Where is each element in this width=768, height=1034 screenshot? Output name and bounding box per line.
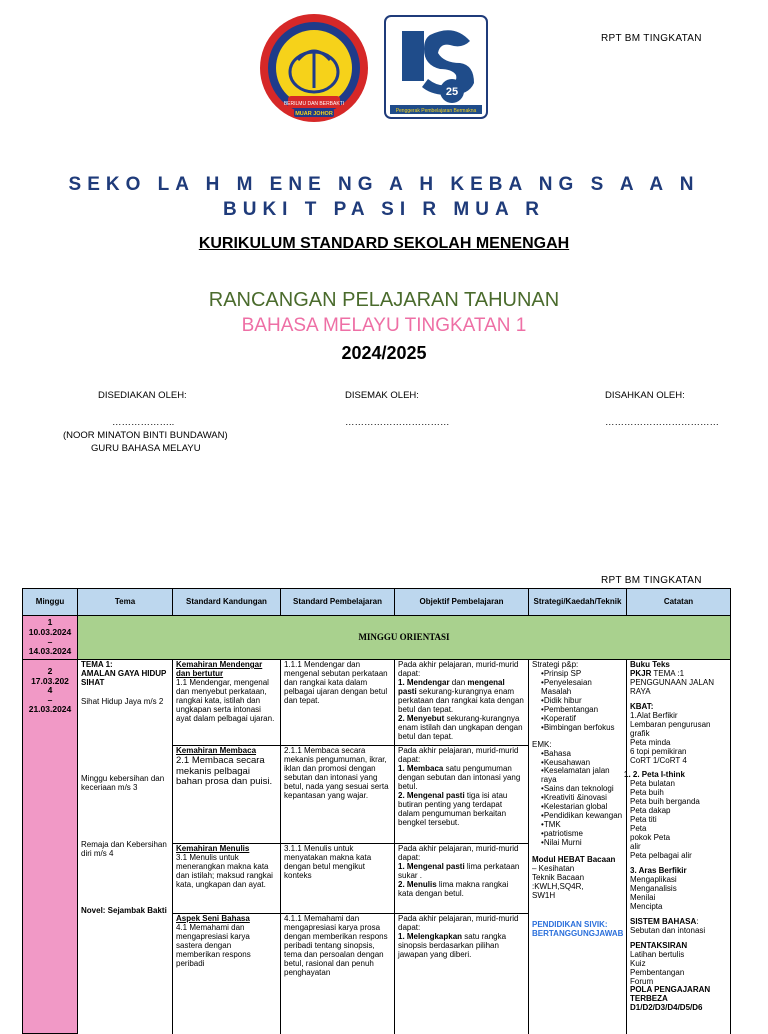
school-logo [258,12,370,124]
table-row [23,660,731,746]
approved-by-dots: ……………………………… [605,417,719,428]
approved-by-label: DISAHKAN OLEH: [605,390,685,401]
sk-cell: Kemahiran Mendengar dan bertutur 1.1 Mendengar, mengenal dan menyebut perkataan, rangkai kata, istilah dan ungkapan serta intonasi ayat dalam pelbagai ujaran. [173,660,281,746]
kssm-title: KURIKULUM STANDARD SEKOLAH MENENGAH [198,235,570,252]
objective-cell: Pada akhir pelajaran, murid-murid dapat: 1. Mendengar dan mengenal pasti sekurang-kurangnya enam perkataan dan rangkai kata dengan betul dan tepat. 2. Menyebut sekurang-kurangnya enam istilah dan ungkapan dengan betul dan tepat. [395,660,529,746]
rpt-title: RANCANGAN PELAJARAN TAHUNAN [208,289,560,311]
academic-year: 2024/2025 [341,343,427,363]
rpt-table [22,588,731,1034]
checked-by-label: DISEMAK OLEH: [345,390,419,401]
tema-cell: TEMA 1: AMALAN GAYA HIDUP SIHAT Sihat Hidup Jaya m/s 2 Minggu kebersihan dan keceriaan m/s 3 Remaja dan Kebersihan diri m/s 4 Novel: Sejambak Bakti [78,660,173,1034]
sk-cell: Aspek Seni Bahasa 4.1 Memahami dan mengapresiasi karya sastera dengan memberikan respons peribadi [173,914,281,1034]
col-header-catatan: Catatan [627,589,731,616]
subject-title: BAHASA MELAYU TINGKATAN 1 [241,315,527,336]
table-row-orientation [23,616,731,660]
table-header-row [23,589,731,616]
orientation-banner: MINGGU ORIENTASI [78,616,731,660]
svg-text:MUAR JOHOR: MUAR JOHOR [295,111,333,117]
prepared-by-label: DISEDIAKAN OLEH: [98,390,187,401]
table-rpt-label: RPT BM TINGKATAN [601,575,702,586]
prepared-by-dots: ……………….. [112,417,175,428]
col-header-strategi: Strategi/Kaedah/Teknik [529,589,627,616]
objective-cell: Pada akhir pelajaran, murid-murid dapat: 1. Melengkapkan satu rangka sinopsis berdasarkan pilihan jawapan yang diberi. [395,914,529,1034]
emk-list: • Bahasa • Keusahawan • Keselamatan jalan raya • Sains dan teknologi • Kreativiti &inovasi • Kelestarian global • Pendidikan kewangan • TMK • patriotisme • Nilai Murni [532,750,623,848]
strategy-cell: Strategi p&p: • Prinsip SP • Penyelesaian Masalah • Didik hibur • Pembentangan • Koperatif • Bimbingan berfokus EMK: • Bahasa • Keusahawan • Keselamatan jalan raya • Sains dan teknologi • Kreativiti &inovasi • Kelestarian global • Pendidikan kewangan • TMK • patriotisme • Nilai Murni Modul HEBAT Bacaan – Kesihatan Teknik Bacaan :KWLH,SQ4R, SW1H PENDIDIKAN SIVIK: BERTANGGUNGJAWAB [529,660,627,1034]
col-header-minggu: Minggu [23,589,78,616]
strategy-list: • Prinsip SP • Penyelesaian Masalah • Didik hibur • Pembentangan • Koperatif • Bimbingan berfokus [532,670,623,733]
catatan-cell: Buku Teks PKJR TEMA :1 PENGGUNAAN JALAN RAYA KBAT: 1.Alat Berfikir Lembaran pengurusan grafik Peta minda 6 topi pemikiran CoRT 1/CoRT 4 1. 2. Peta I-think Peta bulatan Peta buih Peta buih berganda Peta dakap Peta titi Peta pokok Peta alir Peta pelbagai alir 3. Aras Berfikir Mengaplikasi Menganalisis Menilai Mencipta SISTEM BAHASA: Sebutan dan intonasi PENTAKSIRAN Latihan bertulis Kuiz Pembentangan Forum POLA PENGAJARAN TERBEZA D1/D2/D3/D4/D5/D6 [627,660,731,1034]
objective-cell: Pada akhir pelajaran, murid-murid dapat: 1. Mengenal pasti lima perkataan sukar . 2. Menulis lima makna rangkai kata dengan betul. [395,844,529,914]
col-header-tema: Tema [78,589,173,616]
week-cell-1: 1 10.03.2024 – 14.03.2024 [23,616,78,660]
svg-text:BERILMU DAN BERBAKTI: BERILMU DAN BERBAKTI [283,101,345,107]
checked-by-dots: …………………………… [345,417,450,428]
school-name-line-1: SEKO LA H M ENE NG A H KEBA NG S A A N [68,174,700,195]
col-header-objektif: Objektif Pembelajaran [395,589,529,616]
col-header-standard-pembelajaran: Standard Pembelajaran [281,589,395,616]
prepared-by-name: (NOOR MINATON BINTI BUNDAWAN) [63,430,228,441]
rpt-label: RPT BM TINGKATAN [601,33,702,44]
svg-text:25: 25 [445,86,459,98]
sp-cell: 2.1.1 Membaca secara mekanis pengumuman, ikrar, iklan dan promosi dengan sebutan dan intonasi yang betul, nada yang sesuai serta kepantasan yang wajar. [281,746,395,844]
school-name-line-2: BUKI T PA SI R MUA R [223,199,545,220]
sp-cell: 3.1.1 Menulis untuk menyatakan makna kata dengan betul mengikut konteks [281,844,395,914]
sp-cell: 1.1.1 Mendengar dan mengenal sebutan perkataan dan rangkai kata dalam pelbagai ujaran dengan betul dan tepat. [281,660,395,746]
prepared-by-role: GURU BAHASA MELAYU [91,443,201,454]
ts25-logo [384,15,488,119]
sk-cell: Kemahiran Membaca 2.1 Membaca secara mekanis pelbagai bahan prosa dan puisi. [173,746,281,844]
svg-text:Penggerak Pembelajaran Bermakn: Penggerak Pembelajaran Bermakna [395,108,477,114]
sk-cell: Kemahiran Menulis 3.1 Menulis untuk menerangkan makna kata dan istilah; maksud rangkai kata, ungkapan dan ayat. [173,844,281,914]
week-cell-2: 2 17.03.202 4 – 21.03.2024 [23,660,78,1034]
sp-cell: 4.1.1 Memahami dan mengapresiasi karya prosa dengan memberikan respons peribadi tentang sinopsis, tema dan persoalan dengan betul, rasional dan penuh penghayatan [281,914,395,1034]
objective-cell: Pada akhir pelajaran, murid-murid dapat: 1. Membaca satu pengumuman dengan sebutan dan intonasi yang betul. 2. Mengenal pasti tiga isi atau butiran penting yang terdapat dalam pengumuman berkaitan bengkel tersebut. [395,746,529,844]
col-header-standard-kandungan: Standard Kandungan [173,589,281,616]
